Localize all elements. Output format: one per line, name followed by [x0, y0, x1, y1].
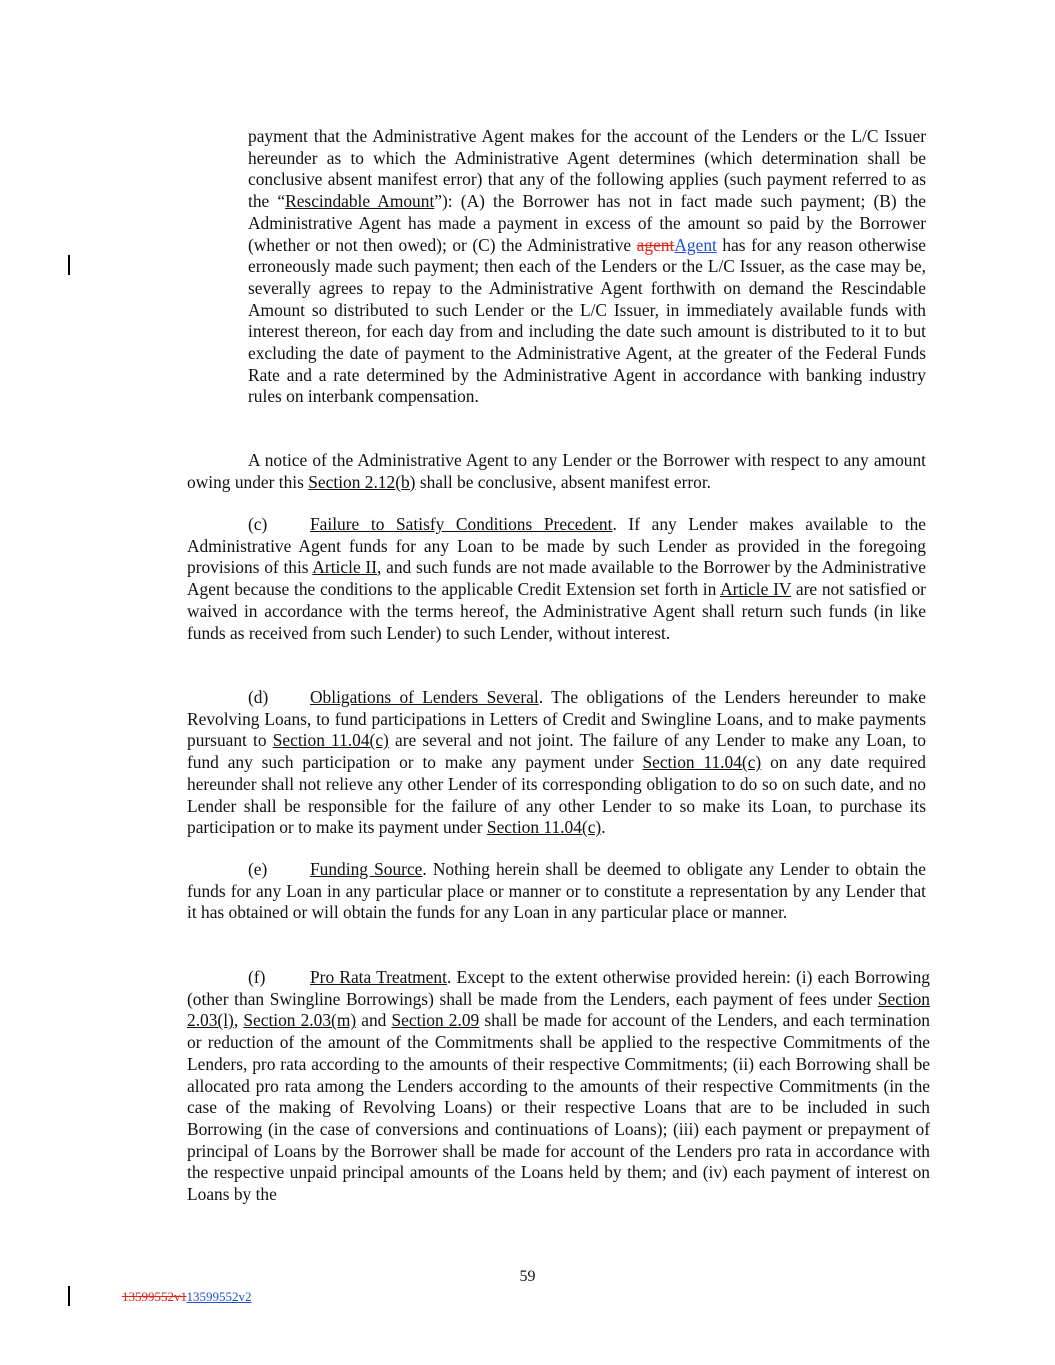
section-reference: Section 11.04(c) [642, 752, 762, 773]
text-run: . Except to the extent otherwise provided herein: (i) each Borrowing (other than Swingline Borrowings) shall be made from the Lenders, each payment of fees under [187, 967, 930, 1009]
paragraph-heading: Obligations of Lenders Several [310, 687, 539, 707]
paragraph-label: (f) [248, 967, 266, 987]
paragraph-notice [187, 450, 926, 493]
text-run: , and such funds are not made available to the Borrower by the Administrative Agent because the conditions to the applicable Credit Extension set forth in [187, 557, 926, 600]
paragraph-label: (d) [248, 687, 269, 707]
section-reference: Section 2.09 [391, 1010, 480, 1031]
paragraph-heading: Failure to Satisfy Conditions Precedent [310, 514, 613, 534]
section-reference: Section 2.12(b) [308, 471, 416, 492]
text-run: shall be made for account of the Lenders, and each termination or reduction of the amount of the Commitments shall be applied to the respective Commitments of the Lenders, pro rata according to the amounts of their respective Commitments; (ii) each Borrowing shall be allocated pro rata among the Lenders according to the amounts of their respective Commitments (in the case of the making of Revolving Loans) or their respective Loans that are to be included in such Borrowing (in the case of conversions and continuations of Loans); (iii) each payment or prepayment of principal of Loans by the Borrower shall be made for account of the Lenders pro rata in accordance with the respective unpaid principal amounts of the Loans held by them; and (iv) each payment of interest on Loans by the [187, 1010, 930, 1205]
paragraph-label: (e) [248, 859, 268, 879]
deleted-text: agent [636, 234, 675, 255]
text-run: and [356, 1010, 392, 1031]
deleted-doc-id: 13599552v1 [122, 1289, 187, 1304]
section-reference: Section 2.03(l) [187, 988, 930, 1031]
text-run: payment that the Administrative Agent makes for the account of the Lenders or the L/C Issuer hereunder as to which the Administrative Agent determines (which determination shall be conclusive absent manifest error) that any of the following applies (such payment referred to as the “ [248, 126, 926, 212]
inserted-doc-id: 13599552v2 [186, 1289, 252, 1304]
paragraph-label: (c) [248, 514, 268, 534]
text-run: on any date required hereunder shall not relieve any other Lender of its corresponding obligation to do so on such date, and no Lender shall be responsible for the failure of any other Lender to so make its Loan, to purchase its participation or to make its payment under [187, 752, 927, 838]
text-run: shall be conclusive, absent manifest error. [415, 471, 712, 492]
defined-term: Rescindable Amount [285, 191, 435, 212]
document-id [122, 1289, 252, 1305]
article-reference: Article II [312, 557, 377, 578]
text-run: A notice of the Administrative Agent to any Lender or the Borrower with respect to any amount owing under this [187, 450, 926, 492]
paragraph-f [187, 967, 930, 1206]
change-bar [68, 255, 70, 275]
text-run: . [601, 817, 606, 838]
inserted-text: Agent [674, 234, 717, 255]
text-run: ”): (A) the Borrower has not in fact made such payment; (B) the Administrative Agent has made a payment in excess of the amount so paid by the Borrower (whether or not then owed); or (C) the Administrative [248, 191, 927, 255]
paragraph-heading: Funding Source [310, 859, 423, 879]
section-reference: Section 11.04(c) [486, 817, 602, 838]
text-run: are not satisfied or waived in accordance with the terms hereof, the Administrative Agent shall return such funds (in like funds as received from such Lender) to such Lender, without interest. [187, 579, 926, 643]
text-run: are several and not joint. The failure of any Lender to make any Loan, to fund any such participation or to make any payment under [187, 730, 926, 773]
text-run: . If any Lender makes available to the Administrative Agent funds for any Loan to be made by such Lender as provided in the foregoing provisions of this [187, 514, 926, 578]
paragraph-c [187, 514, 926, 644]
text-run: . Nothing herein shall be deemed to obligate any Lender to obtain the funds for any Loan in any particular place or manner or to constitute a representation by any Lender that it has obtained or will obtain the funds for any Loan in any particular place or manner. [187, 859, 926, 923]
article-reference: Article IV [720, 579, 792, 600]
paragraph-rescindable-amount [248, 126, 926, 408]
paragraph-heading: Pro Rata Treatment [310, 967, 447, 987]
paragraph-d [187, 687, 926, 839]
page-number: 59 [519, 1268, 536, 1285]
text-run: has for any reason otherwise erroneously made such payment; then each of the Lenders or the L/C Issuer, as the case may be, severally agrees to repay to the Administrative Agent forthwith on demand the Rescindable Amount so distributed to such Lender or the L/C Issuer, in immediately available funds with interest thereon, for each day from and including the date such amount is distributed to it to but excluding the date of payment to the Administrative Agent, at the greater of the Federal Funds Rate and a rate determined by the Administrative Agent in accordance with banking industry rules on interbank compensation. [248, 234, 927, 407]
change-bar [68, 1286, 70, 1306]
paragraph-e [187, 859, 926, 924]
section-reference: Section 2.03(m) [243, 1010, 357, 1031]
text-run: . The obligations of the Lenders hereunder to make Revolving Loans, to fund participations in Letters of Credit and Swingline Loans, and to make payments pursuant to [187, 687, 927, 751]
section-reference: Section 11.04(c) [272, 730, 389, 751]
text-run: , [233, 1010, 244, 1031]
